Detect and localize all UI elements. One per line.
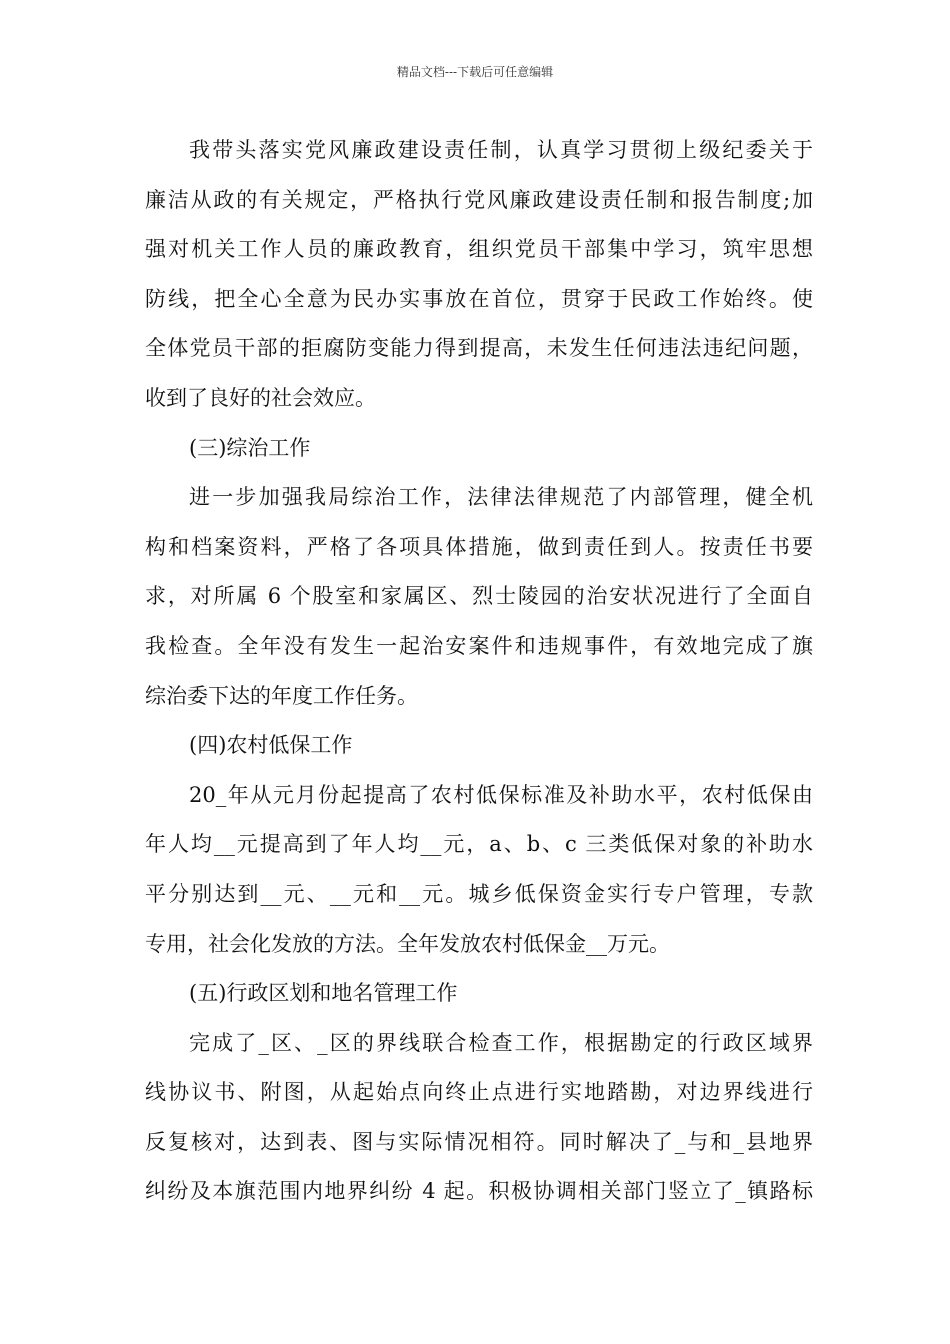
text-line: 平分别达到__元、__元和__元。城乡低保资金实行专户管理，专款 xyxy=(145,881,813,906)
text-line: (五)行政区划和地名管理工作 xyxy=(189,981,458,1006)
page-header: 精品文档---下载后可任意编辑 xyxy=(396,65,554,79)
document-body xyxy=(145,126,813,1217)
text-line: (三)综治工作 xyxy=(189,435,311,460)
text-line: 我检查。全年没有发生一起治安案件和违规事件，有效地完成了旗 xyxy=(145,633,813,658)
text-line: 纠纷及本旗范围内地界纠纷 4 起。积极协调相关部门竖立了_镇路标 xyxy=(145,1179,813,1204)
text-line: 20_年从元月份起提高了农村低保标准及补助水平，农村低保由 xyxy=(189,782,813,807)
text-line: 全体党员干部的拒腐防变能力得到提高，未发生任何违法违纪问题， xyxy=(145,336,813,361)
text-line: 完成了_区、_区的界线联合检查工作，根据勘定的行政区域界 xyxy=(189,1030,813,1055)
text-line: 我带头落实党风廉政建设责任制，认真学习贯彻上级纪委关于 xyxy=(189,138,813,162)
text-line: 进一步加强我局综治工作，法律法律规范了内部管理，健全机 xyxy=(189,485,813,510)
text-line: (四)农村低保工作 xyxy=(189,733,353,758)
text-line: 防线，把全心全意为民办实事放在首位，贯穿于民政工作始终。使 xyxy=(145,286,813,311)
text-line: 构和档案资料，严格了各项具体措施，做到责任到人。按责任书要 xyxy=(145,534,813,559)
text-line: 收到了良好的社会效应。 xyxy=(145,385,376,410)
text-line: 线协议书、附图，从起始点向终止点进行实地踏勘，对边界线进行 xyxy=(145,1080,813,1105)
text-line: 反复核对，达到表、图与实际情况相符。同时解决了_与和_县地界 xyxy=(145,1129,813,1154)
text-line: 综治委下达的年度工作任务。 xyxy=(145,683,418,708)
text-line: 专用，社会化发放的方法。全年发放农村低保金__万元。 xyxy=(145,931,670,956)
text-line: 强对机关工作人员的廉政教育，组织党员干部集中学习，筑牢思想 xyxy=(145,237,813,262)
text-line: 年人均__元提高到了年人均__元，a、b、c 三类低保对象的补助水 xyxy=(145,832,813,857)
text-line: 求，对所属 6 个股室和家属区、烈士陵园的治安状况进行了全面自 xyxy=(145,584,813,609)
text-line: 廉洁从政的有关规定，严格执行党风廉政建设责任制和报告制度;加 xyxy=(145,187,813,212)
